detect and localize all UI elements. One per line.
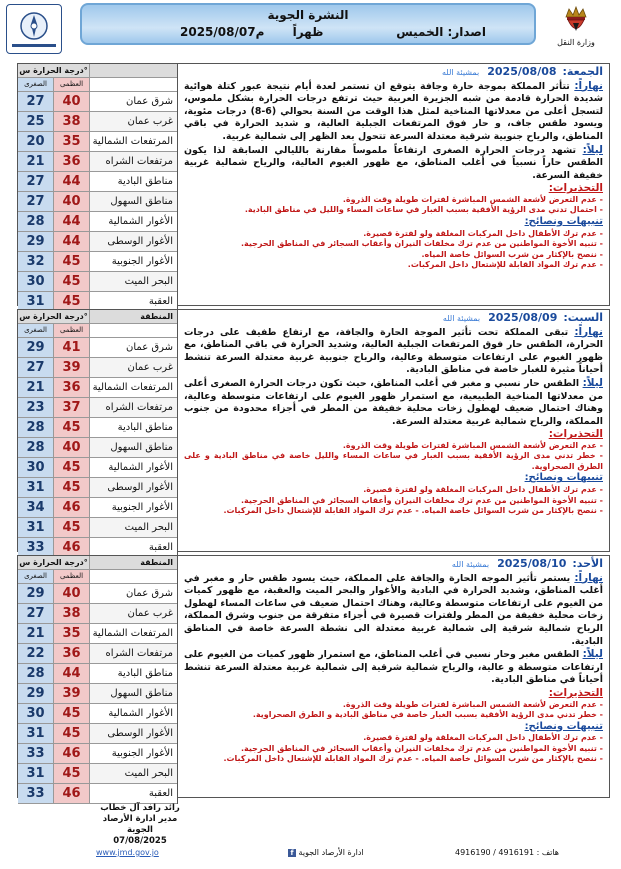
table-header-region: المنطقة: [90, 310, 177, 323]
region-cell: شرق عمان: [90, 92, 177, 111]
table-row: [18, 458, 177, 478]
table-header-cell: درجة الحرارة س°: [18, 64, 90, 77]
warnings-label: التحذيرات:: [548, 686, 603, 699]
table-row: [18, 498, 177, 518]
min-temp-cell: 21: [18, 624, 54, 643]
max-temp-cell: 45: [54, 292, 90, 311]
region-cell: مناطق البادية: [90, 664, 177, 683]
table-subheader-row: [18, 570, 177, 584]
signatory-title: مدير ادارة الأرصاد الجوية: [102, 814, 178, 835]
max-temp-cell: 40: [54, 584, 90, 603]
region-cell: العقبة: [90, 784, 177, 803]
ministry-name: وزارة النقل: [557, 38, 595, 47]
max-temp-cell: 46: [54, 498, 90, 517]
table-row: [18, 684, 177, 704]
min-temp-cell: 21: [18, 378, 54, 397]
footer-department: [288, 848, 364, 857]
tips-label: تنبيهات ونصائح:: [524, 472, 603, 484]
night-text: الطقس مغبر وحار نسبي في أغلب المناطق، مع استمرار ظهور كميات من الغيوم على ارتفاعات متوسطة و عالية، والرياح شمالية شرقية إلى شمالية غربية معتدلة السرعة تنشط أحياناً في مناطق البادية.: [184, 649, 603, 686]
max-temp-cell: 45: [54, 478, 90, 497]
daytime-label: نهاراً:: [574, 325, 603, 338]
table-row: [18, 152, 177, 172]
min-temp-cell: 28: [18, 418, 54, 437]
temperature-table: [18, 310, 178, 558]
table-row: [18, 704, 177, 724]
region-header-blank: [90, 78, 177, 91]
region-cell: مناطق البادية: [90, 172, 177, 191]
min-temp-cell: 27: [18, 358, 54, 377]
table-row: [18, 418, 177, 438]
region-cell: الأغوار الشمالية: [90, 212, 177, 231]
bismillah-note: بمشيئة الله: [442, 68, 480, 77]
day-name: الأحد:: [572, 557, 603, 570]
max-temp-cell: 44: [54, 232, 90, 251]
temperature-table: [18, 556, 178, 804]
night-text: تشهد درجات الحرارة الصغرى ارتفاعاً ملموساً مقارنة بالليالي السابقة لذا يكون الطقس حاراً نسبياً في أغلب المناطق، مع ظهور الغيوم العالية، والرياح شمالية غربية خفيفة السرعة.: [184, 144, 603, 181]
table-header-region: [90, 64, 177, 77]
signatory-name: رائد رافد آل خطاب: [100, 803, 180, 813]
warnings-label: التحذيرات:: [548, 182, 603, 195]
max-temp-cell: 46: [54, 784, 90, 803]
min-temp-cell: 33: [18, 784, 54, 803]
region-cell: العقبة: [90, 538, 177, 557]
table-row: [18, 378, 177, 398]
region-cell: الأغوار الجنوبية: [90, 498, 177, 517]
max-temp-cell: 38: [54, 112, 90, 131]
day-date: 2025/08/10: [497, 557, 567, 570]
warning-item: - خطر تدني مدى الرؤية الأفقية بسبب الغبار خاصة في مناطق البادية و الطرق الصحراوية.: [252, 710, 603, 720]
tip-item: - تنبيه الأخوة المواطنين من عدم ترك مخلفات النيران وأعقاب السجائر في المناطق الحرجية.: [240, 743, 603, 753]
facebook-icon[interactable]: f: [288, 849, 296, 857]
table-row: [18, 584, 177, 604]
bulletin-header: [0, 0, 621, 58]
day-name: السبت:: [563, 311, 603, 324]
region-cell: الأغوار الشمالية: [90, 458, 177, 477]
table-row: [18, 338, 177, 358]
max-temp-cell: 37: [54, 398, 90, 417]
min-temp-cell: 25: [18, 112, 54, 131]
table-row: [18, 232, 177, 252]
max-temp-cell: 38: [54, 604, 90, 623]
max-temp-cell: 36: [54, 152, 90, 171]
page-footer: [0, 843, 621, 861]
jmd-logo: [6, 4, 62, 54]
region-cell: المرتفعات الشمالية: [90, 378, 177, 397]
max-header: العظمى: [54, 324, 90, 337]
max-temp-cell: 44: [54, 172, 90, 191]
table-row: [18, 644, 177, 664]
warning-item: - عدم التعرض لأشعة الشمس المباشرة لفترات طويلة وقت الذروة.: [342, 194, 603, 204]
night-text: الطقس حار نسبي و مغبر في أغلب المناطق، حيث تكون درجات الحرارة الصغرى أعلى من معدلاتها المناخية الطبيعية، مع استمرار ظهور الغيوم على ارتفاعات متوسطة وعالية، وهناك احتمال ضعيف لهطول زخات محلية خفيفة من المطر في أجزاء محدودة من جنوب المملكة، والرياح شمالية غربية معتدلة السرعة.: [184, 377, 603, 427]
day-forecast-block: [17, 63, 610, 309]
region-cell: شرق عمان: [90, 338, 177, 357]
region-cell: البحر الميت: [90, 272, 177, 291]
table-row: [18, 478, 177, 498]
tip-item: - ننصح بالإكثار من شرب السوائل خاصة المياه. - عدم ترك المواد القابلة للإشتعال داخل المركبات.: [223, 754, 603, 764]
min-temp-cell: 31: [18, 724, 54, 743]
region-cell: مناطق البادية: [90, 418, 177, 437]
table-row: [18, 744, 177, 764]
max-temp-cell: 40: [54, 438, 90, 457]
max-temp-cell: 39: [54, 684, 90, 703]
ministry-logo: [546, 3, 606, 55]
night-label: ليلاً:: [582, 143, 603, 156]
min-temp-cell: 21: [18, 152, 54, 171]
max-temp-cell: 46: [54, 538, 90, 557]
max-temp-cell: 46: [54, 744, 90, 763]
forecast-text: [184, 66, 603, 271]
tips-label: تنبيهات ونصائح:: [524, 215, 603, 227]
min-temp-cell: 31: [18, 478, 54, 497]
max-temp-cell: 35: [54, 624, 90, 643]
bismillah-note: بمشيئة الله: [451, 560, 490, 569]
max-temp-cell: 45: [54, 724, 90, 743]
min-temp-cell: 29: [18, 584, 54, 603]
region-cell: الأغوار الوسطى: [90, 232, 177, 251]
table-row: [18, 784, 177, 804]
max-temp-cell: 45: [54, 704, 90, 723]
table-row: [18, 172, 177, 192]
tip-item: - عدم ترك الأطفال داخل المركبات المغلقة ولو لفترة قصيرة.: [363, 228, 603, 238]
max-temp-cell: 41: [54, 338, 90, 357]
min-temp-cell: 27: [18, 192, 54, 211]
day-heading: [184, 312, 603, 326]
night-label: ليلاً:: [582, 648, 603, 661]
warning-item: - خطر تدني مدى الرؤية الأفقية بسبب الغبار في ساعات المساء والليل خاصة في مناطق البادية و على الطرق الصحراوية.: [184, 451, 603, 471]
max-temp-cell: 36: [54, 378, 90, 397]
max-header: العظمى: [54, 78, 90, 91]
daytime-text: يستمر تأثير الموجه الحارة والجافة على المملكة، حيث يسود طقس حار و مغبر في أغلب المناطق، وشديد الحرارة في البادية والأغوار والبحر الميت والعقبة، مع ظهور كميات من الغيوم على ارتفاعات متوسطة وعالية، وهناك احتمال ضعيف في ساعات المساء لهطول زخات محلية خفيفة من المطر ولفترات قصيرة في أجزاء متفرقة من جنوب وشرق المملكة، الرياح شمالية شرقية إلى شمالية غربية معتدلة الى نشطة السرعة خاصة في المناطق البادية.: [184, 572, 603, 647]
region-cell: البحر الميت: [90, 764, 177, 783]
max-temp-cell: 44: [54, 664, 90, 683]
max-temp-cell: 45: [54, 458, 90, 477]
region-cell: الأغوار الوسطى: [90, 724, 177, 743]
min-header: الصغرى: [18, 570, 54, 583]
min-temp-cell: 30: [18, 704, 54, 723]
region-cell: غرب عمان: [90, 358, 177, 377]
region-cell: المرتفعات الشمالية: [90, 624, 177, 643]
table-subheader-row: [18, 324, 177, 338]
region-cell: مرتفعات الشراه: [90, 644, 177, 663]
min-temp-cell: 28: [18, 212, 54, 231]
min-temp-cell: 31: [18, 292, 54, 311]
tip-item: - عدم ترك الأطفال داخل المركبات المغلقة ولو لفترة قصيرة.: [363, 733, 603, 743]
signature-date: 07/08/2025: [113, 836, 167, 846]
tip-item: - ننصح بالإكثار من شرب السوائل خاصة المياه.: [421, 249, 603, 259]
issue-date: 2025/08/07م: [180, 25, 265, 39]
day-name: الجمعة:: [562, 65, 603, 78]
region-header-blank: [90, 324, 177, 337]
day-forecast-block: [17, 309, 610, 555]
table-row: [18, 398, 177, 418]
region-cell: غرب عمان: [90, 604, 177, 623]
max-temp-cell: 45: [54, 272, 90, 291]
daytime-label: نهاراً:: [574, 79, 603, 92]
footer-phone: هاتف : 4916191 / 4916190: [455, 848, 560, 857]
region-cell: مرتفعات الشراه: [90, 152, 177, 171]
table-row: [18, 518, 177, 538]
signature-block: [90, 803, 190, 847]
table-header-row: [18, 556, 177, 570]
min-temp-cell: 30: [18, 458, 54, 477]
issue-label: اصدار: الخميس: [396, 25, 486, 39]
forecast-text: [184, 558, 603, 765]
region-cell: غرب عمان: [90, 112, 177, 131]
table-subheader-row: [18, 78, 177, 92]
max-temp-cell: 45: [54, 764, 90, 783]
crown-crest-icon: [559, 3, 593, 37]
table-row: [18, 192, 177, 212]
day-heading: [184, 558, 603, 572]
tip-item: - عدم ترك الأطفال داخل المركبات المغلقة ولو لفترة قصيرة.: [363, 485, 603, 495]
min-temp-cell: 33: [18, 538, 54, 557]
tip-item: - ننصح بالإكثار من شرب السوائل خاصة المياه. - عدم ترك المواد القابلة للإشتعال داخل المركبات.: [223, 506, 603, 516]
table-row: [18, 664, 177, 684]
tips-label: تنبيهات ونصائح:: [524, 720, 603, 732]
max-temp-cell: 45: [54, 518, 90, 537]
region-cell: مناطق السهول: [90, 684, 177, 703]
table-row: [18, 132, 177, 152]
max-temp-cell: 35: [54, 132, 90, 151]
tip-item: - تنبيه الأخوة المواطنين من عدم ترك مخلفات النيران وأعقاب السجائر في المناطق الحرجية.: [240, 495, 603, 505]
region-cell: العقبة: [90, 292, 177, 311]
temperature-table: [18, 64, 178, 312]
table-row: [18, 624, 177, 644]
max-temp-cell: 39: [54, 358, 90, 377]
day-date: 2025/08/09: [488, 311, 558, 324]
max-temp-cell: 40: [54, 92, 90, 111]
max-header: العظمى: [54, 570, 90, 583]
min-temp-cell: 32: [18, 252, 54, 271]
min-header: الصغرى: [18, 78, 54, 91]
night-label: ليلاً:: [582, 376, 603, 389]
day-date: 2025/08/08: [487, 65, 557, 78]
tip-item: - تنبيه الأخوة المواطنين من عدم ترك مخلفات النيران وأعقاب السجائر في المناطق الحرجية.: [240, 239, 603, 249]
max-temp-cell: 45: [54, 418, 90, 437]
day-forecast-block: [17, 555, 610, 801]
max-temp-cell: 36: [54, 644, 90, 663]
region-cell: شرق عمان: [90, 584, 177, 603]
tip-item: - عدم ترك المواد القابلة للإشتعال داخل المركبات.: [407, 260, 603, 270]
table-row: [18, 724, 177, 744]
footer-dept-label: ادارة الأرصاد الجوية: [298, 848, 364, 857]
min-temp-cell: 27: [18, 604, 54, 623]
min-temp-cell: 29: [18, 684, 54, 703]
bulletin-title: النشرة الجوية: [267, 8, 349, 22]
min-temp-cell: 30: [18, 272, 54, 291]
daytime-label: نهاراً:: [574, 571, 604, 584]
region-cell: الأغوار الشمالية: [90, 704, 177, 723]
min-temp-cell: 27: [18, 172, 54, 191]
table-row: [18, 358, 177, 378]
min-temp-cell: 28: [18, 438, 54, 457]
min-temp-cell: 27: [18, 92, 54, 111]
daytime-text: تبقى المملكة تحت تأثير الموجة الحارة والجافة، مع ارتفاع طفيف على درجات الحرارة، الطقس حار فوق المرتفعات الجبلية العالية، وشديد الحرارة في باقي المناطق، مع ظهور الغيوم على ارتفاعات متوسطة وعالية، والرياح جنوبية غربية معتدلة السرعة تنشط أحياناً مثيرة للغبار خاصة في مناطق البادية.: [184, 326, 603, 376]
table-row: [18, 92, 177, 112]
min-temp-cell: 22: [18, 644, 54, 663]
warning-item: - عدم التعرض لأشعة الشمس المباشرة لفترات طويلة وقت الذروة.: [342, 699, 603, 709]
region-cell: البحر الميت: [90, 518, 177, 537]
meteorology-emblem-icon: [19, 11, 49, 41]
website-link[interactable]: www.jmd.gov.jo: [96, 848, 159, 857]
table-row: [18, 604, 177, 624]
table-header-row: [18, 64, 177, 78]
table-row: [18, 252, 177, 272]
min-temp-cell: 34: [18, 498, 54, 517]
region-cell: الأغوار الجنوبية: [90, 744, 177, 763]
warning-item: - عدم التعرض لأشعة الشمس المباشرة لفترات طويلة وقت الذروة.: [342, 440, 603, 450]
min-temp-cell: 20: [18, 132, 54, 151]
region-header-blank: [90, 570, 177, 583]
warnings-label: التحذيرات:: [548, 428, 603, 441]
region-cell: المرتفعات الشمالية: [90, 132, 177, 151]
min-header: الصغرى: [18, 324, 54, 337]
region-cell: الأغوار الجنوبية: [90, 252, 177, 271]
min-temp-cell: 29: [18, 338, 54, 357]
table-row: [18, 438, 177, 458]
min-temp-cell: 31: [18, 518, 54, 537]
warning-item: - احتمال تدني مدى الرؤية الأفقية بسبب الغبار في ساعات المساء والليل في مناطق البادية.: [244, 205, 603, 215]
min-temp-cell: 29: [18, 232, 54, 251]
table-row: [18, 272, 177, 292]
min-temp-cell: 31: [18, 764, 54, 783]
max-temp-cell: 44: [54, 212, 90, 231]
bismillah-note: بمشيئة الله: [442, 314, 481, 323]
title-banner: [80, 3, 536, 45]
table-header-region: المنطقة: [90, 556, 177, 569]
region-cell: الأغوار الوسطى: [90, 478, 177, 497]
region-cell: مناطق السهول: [90, 192, 177, 211]
forecast-text: [184, 312, 603, 517]
max-temp-cell: 45: [54, 252, 90, 271]
table-header-cell: درجة الحرارة س°: [18, 310, 90, 323]
table-row: [18, 764, 177, 784]
table-header-cell: درجة الحرارة س°: [18, 556, 90, 569]
region-cell: مناطق السهول: [90, 438, 177, 457]
daytime-text: تتأثر المملكة بموجة حارة وجافة يتوقع ان تستمر لعدة أيام نتيجة عبور كتلة هوائية شديدة الحرارة قادمة من شبه الجزيرة العربية حيث ترتفع درجات الحرارة بشكل ملموس، لتسجل أعلى من معدلاتها المناخية لمثل هذا الوقت من السنة بحوالي (6-8) درجات مئوية، ويسود طقس جاف، و حار فوق المرتفعات الجبلية العالية، و شديد الحرارة في باقي المناطق، والرياح جنوبية شرقية معتدلة السرعة تتحول بعد الظهر إلى شمالية غربية.: [184, 80, 603, 142]
day-heading: [184, 66, 603, 80]
bulletin-period: ظهراً: [292, 25, 324, 39]
min-temp-cell: 28: [18, 664, 54, 683]
max-temp-cell: 40: [54, 192, 90, 211]
table-header-row: [18, 310, 177, 324]
min-temp-cell: 23: [18, 398, 54, 417]
table-row: [18, 112, 177, 132]
region-cell: مرتفعات الشراه: [90, 398, 177, 417]
min-temp-cell: 33: [18, 744, 54, 763]
table-row: [18, 212, 177, 232]
